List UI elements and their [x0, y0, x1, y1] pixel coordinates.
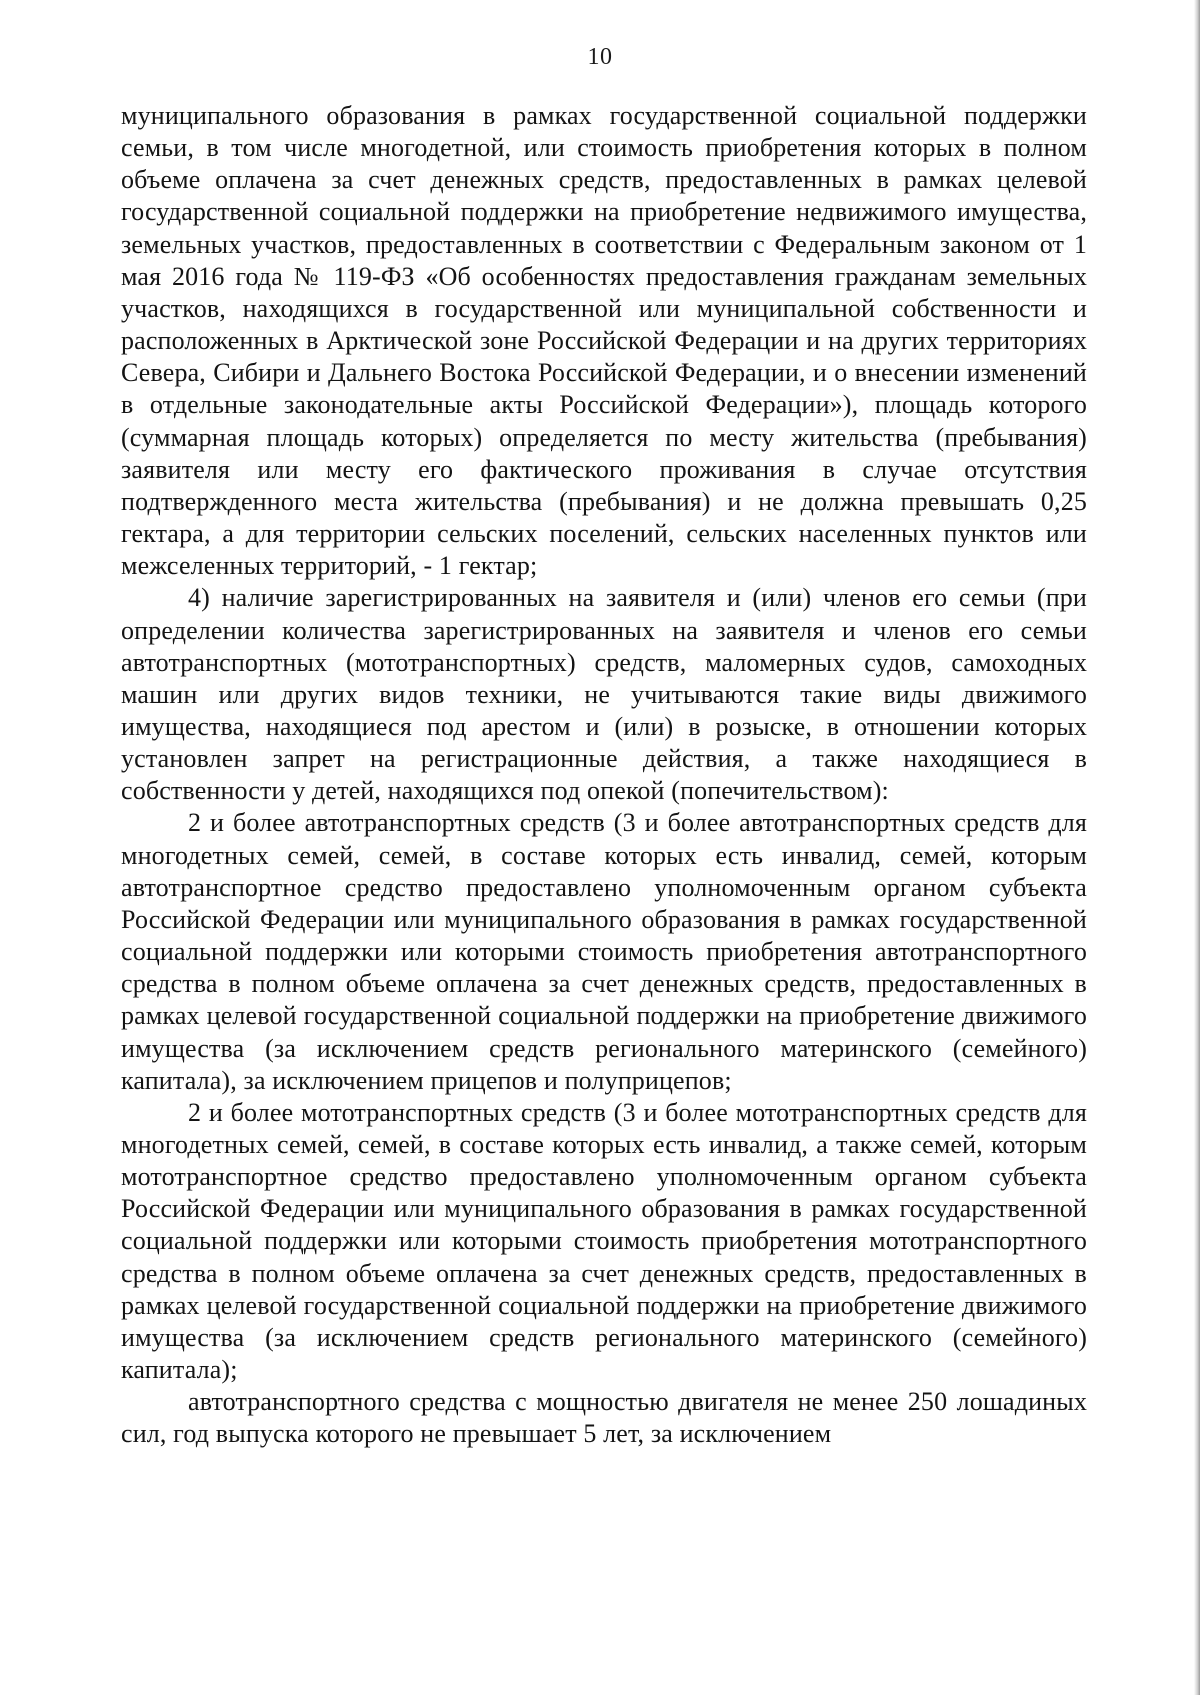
page-edge-shadow	[1194, 0, 1200, 1695]
paragraph-automobiles: 2 и более автотранспортных средств (3 и более автотранспортных средств для многодетных семей, семей, в составе которых есть инвалид, семей, которым автотранспортное средство предоставлено уполномоченным органом субъекта Российской Федерации или муниципального образования в рамках государственной социальной поддержки или которыми стоимость приобретения автотранспортного средства в полном объеме оплачена за счет денежных средств, предоставленных в рамках целевой государственной социальной поддержки на приобретение движимого имущества (за исключением средств регионального материнского (семейного) капитала), за исключением прицепов и полуприцепов;	[121, 808, 1087, 1095]
page-number: 10	[587, 44, 613, 70]
paragraph-motorcycles: 2 и более мототранспортных средств (3 и более мототранспортных средств для многодетных семей, семей, в составе которых есть инвалид, а также семей, которым мототранспортное средство предоставлено уполномоченным органом субъекта Российской Федерации или муниципального образования в рамках государственной социальной поддержки или которыми стоимость приобретения мототранспортного средства в полном объеме оплачена за счет денежных средств, предоставленных в рамках целевой государственной социальной поддержки на приобретение движимого имущества (за исключением средств регионального материнского (семейного) капитала);	[121, 1097, 1087, 1385]
paragraph-engine-power: автотранспортного средства с мощностью двигателя не менее 250 лошадиных сил, год выпуска которого не превышает 5 лет, за исключением	[121, 1387, 1087, 1449]
paragraph-continuation: муниципального образования в рамках государственной социальной поддержки семьи, в том числе многодетной, или стоимость приобретения которых в полном объеме оплачена за счет денежных средств, предоставленных в рамках целевой государственной социальной поддержки на приобретение недвижимого имущества, земельных участков, предоставленных в соответствии с Федеральным законом от 1 мая 2016 года № 119-ФЗ «Об особенностях предоставления гражданам земельных участков, находящихся в государственной или муниципальной собственности и расположенных в Арктической зоне Российской Федерации и на других территориях Севера, Сибири и Дальнего Востока Российской Федерации, и о внесении изменений в отдельные законодательные акты Российской Федерации»), площадь которого (суммарная площадь которых) определяется по месту жительства (пребывания) заявителя или месту его фактического проживания в случае отсутствия подтвержденного места жительства (пребывания) и не должна превышать 0,25 гектара, а для территории сельских поселений, сельских населенных пунктов или межселенных территорий, - 1 гектар;	[121, 101, 1087, 581]
paragraph-item-4: 4) наличие зарегистрированных на заявителя и (или) членов его семьи (при определении количества зарегистрированных на заявителя и членов его семьи автотранспортных (мототранспортных) средств, маломерных судов, самоходных машин или других видов техники, не учитываются такие виды движимого имущества, находящиеся под арестом и (или) в розыске, в отношении которых установлен запрет на регистрационные действия, а также находящиеся в собственности у детей, находящихся под опекой (попечительством):	[121, 583, 1087, 806]
document-body	[121, 100, 1087, 1451]
